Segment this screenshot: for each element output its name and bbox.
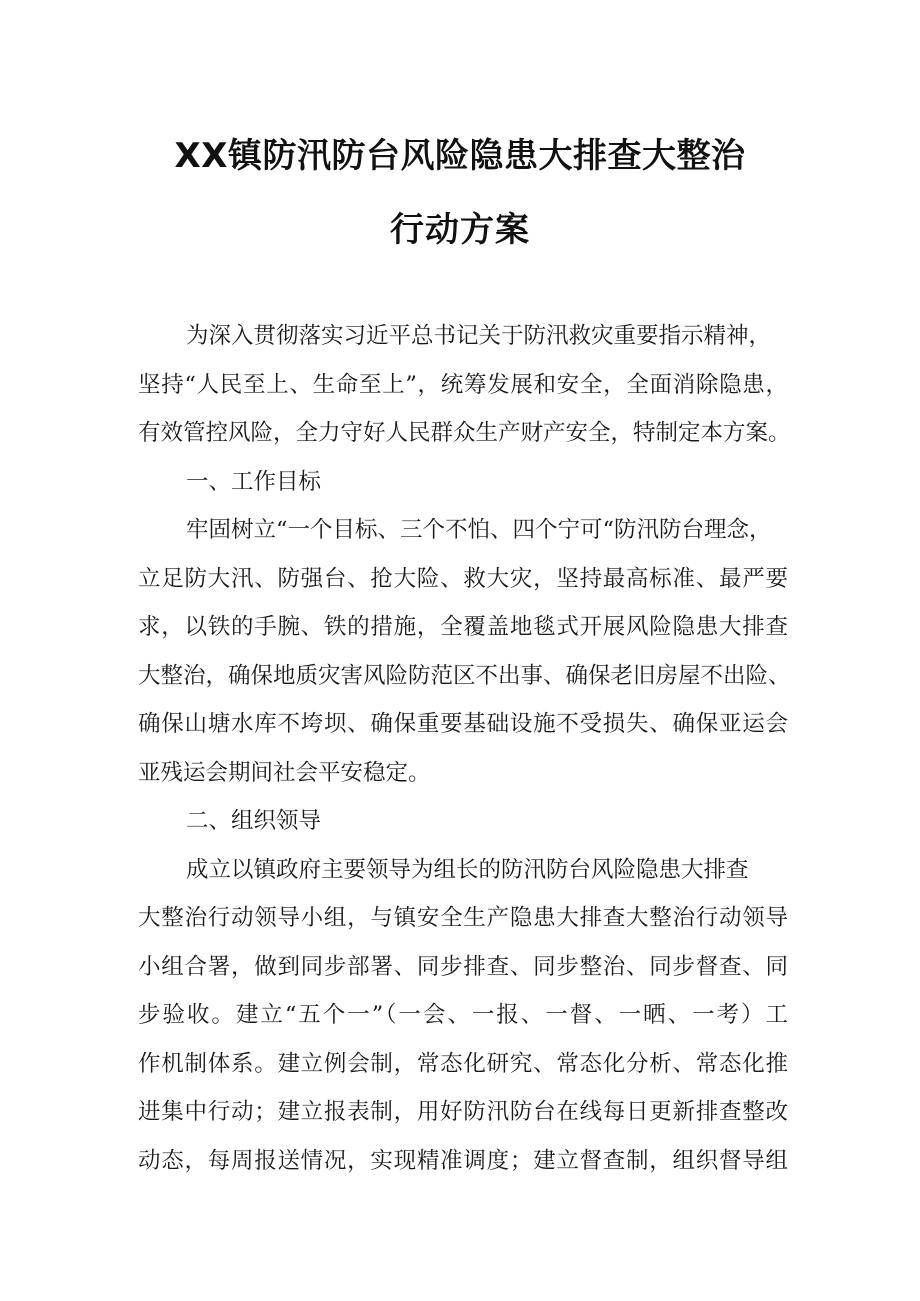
paragraph-goals-line: 立足防大汛、防强台、抢大险、救大灾，坚持最高标准、最严要 [138, 565, 788, 592]
paragraph-intro-line: 为深入贯彻落实习近平总书记关于防汛救灾重要指示精神， [186, 323, 772, 349]
paragraph-organization-line: 步验收。建立“五个一”（一会、一报、一督、一晒、一考）工 [138, 1002, 788, 1028]
paragraph-organization-line: 小组合署，做到同步部署、同步排查、同步整治、同步督查、同 [138, 953, 788, 980]
document-title-line-2: 行动方案 [390, 210, 530, 250]
paragraph-goals-line: 牢固树立“一个目标、三个不怕、四个宁可“防汛防台理念， [186, 517, 772, 543]
paragraph-organization-line: 作机制体系。建立例会制，常态化研究、常态化分析、常态化推 [138, 1050, 788, 1077]
document-body [138, 312, 791, 1185]
section-heading-work-goals: 一、工作目标 [186, 468, 322, 495]
document-title-line-1: XX镇防汛防台风险隐患大排查大整治 [174, 136, 746, 176]
paragraph-organization-line: 进集中行动；建立报表制，用好防汛防台在线每日更新排查整改 [138, 1099, 788, 1125]
paragraph-intro-line: 有效管控风险，全力守好人民群众生产财产安全，特制定本方案。 [138, 420, 791, 446]
paragraph-goals-line: 大整治，确保地质灾害风险防范区不出事、确保老旧房屋不出险、 [138, 662, 791, 689]
paragraph-organization-line: 大整治行动领导小组，与镇安全生产隐患大排查大整治行动领导 [138, 905, 788, 931]
paragraph-goals-line: 亚残运会期间社会平安稳定。 [138, 759, 431, 786]
paragraph-intro-line: 坚持“人民至上、生命至上”，统筹发展和安全，全面消除隐患， [138, 371, 788, 398]
paragraph-organization-line: 成立以镇政府主要领导为组长的防汛防台风险隐患大排查 [186, 856, 749, 883]
section-heading-organization: 二、组织领导 [186, 808, 322, 834]
paragraph-goals-line: 求，以铁的手腕、铁的措施，全覆盖地毯式开展风险隐患大排查 [138, 614, 788, 640]
paragraph-organization-line: 动态，每周报送情况，实现精准调度；建立督查制，组织督导组 [138, 1147, 788, 1174]
paragraph-goals-line: 确保山塘水库不垮坝、确保重要基础设施不受损失、确保亚运会 [138, 711, 788, 737]
